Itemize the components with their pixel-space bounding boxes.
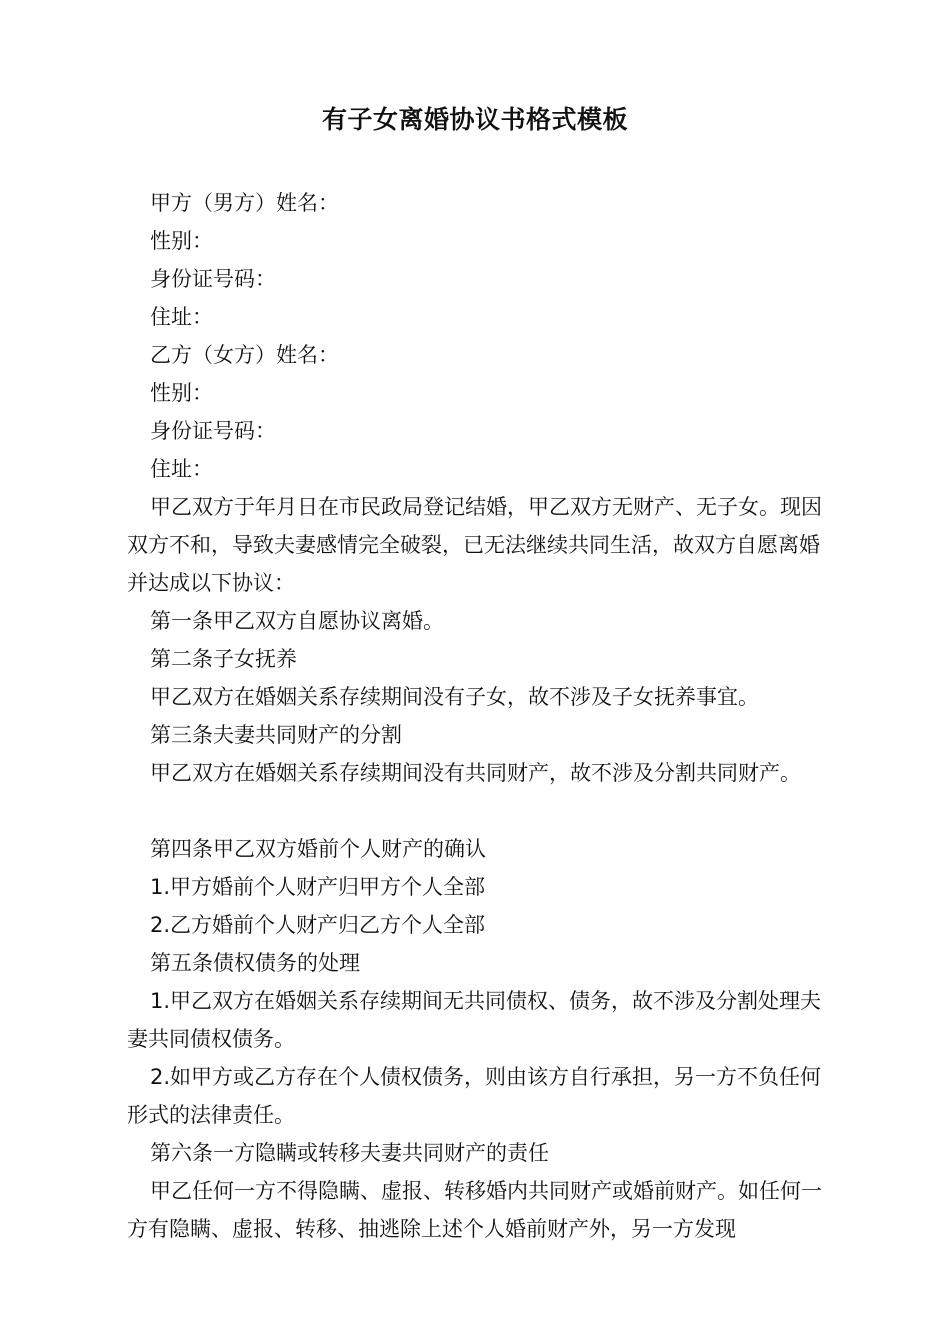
article-1: 第一条甲乙双方自愿协议离婚。 (150, 609, 444, 633)
party-b-id-line: 身份证号码： (150, 419, 276, 443)
document-body (127, 184, 847, 1248)
party-a-gender-line: 性别： (150, 229, 213, 253)
article-4-heading: 第四条甲乙双方婚前个人财产的确认 (150, 837, 486, 861)
party-b-gender-line: 性别： (150, 381, 213, 405)
article-2-heading: 第二条子女抚养 (150, 647, 297, 671)
document-title: 有子女离婚协议书格式模板 (321, 105, 628, 134)
article-3-heading: 第三条夫妻共同财产的分割 (150, 723, 402, 747)
article-2-text: 甲乙双方在婚姻关系存续期间没有子女，故不涉及子女抚养事宜。 (150, 685, 759, 709)
party-a-id-line: 身份证号码： (150, 267, 276, 291)
party-a-address-line: 住址： (150, 305, 213, 329)
article-3-text: 甲乙双方在婚姻关系存续期间没有共同财产，故不涉及分割共同财产。 (150, 761, 801, 785)
article-5-item-1: 1.甲乙双方在婚姻关系存续期间无共同债权、债务，故不涉及分割处理夫妻共同债权债务。 (127, 989, 822, 1051)
party-a-name-line: 甲方（男方）姓名： (150, 191, 339, 215)
preamble-paragraph: 甲乙双方于年月日在市民政局登记结婚，甲乙双方无财产、无子女。现因双方不和，导致夫妻感情完全破裂，已无法继续共同生活，故双方自愿离婚并达成以下协议： (127, 495, 822, 595)
party-b-name-line: 乙方（女方）姓名： (150, 343, 339, 367)
article-6-heading: 第六条一方隐瞒或转移夫妻共同财产的责任 (150, 1141, 549, 1165)
article-5-item-2: 2.如甲方或乙方存在个人债权债务，则由该方自行承担，另一方不负任何形式的法律责任。 (127, 1065, 822, 1127)
paragraph-gap (127, 792, 847, 830)
article-4-item-1: 1.甲方婚前个人财产归甲方个人全部 (150, 875, 486, 899)
article-4-item-2: 2.乙方婚前个人财产归乙方个人全部 (150, 913, 486, 937)
article-6-text: 甲乙任何一方不得隐瞒、虚报、转移婚内共同财产或婚前财产。如任何一方有隐瞒、虚报、转移、抽逃除上述个人婚前财产外，另一方发现 (127, 1179, 822, 1241)
article-5-heading: 第五条债权债务的处理 (150, 951, 360, 975)
party-b-address-line: 住址： (150, 457, 213, 481)
